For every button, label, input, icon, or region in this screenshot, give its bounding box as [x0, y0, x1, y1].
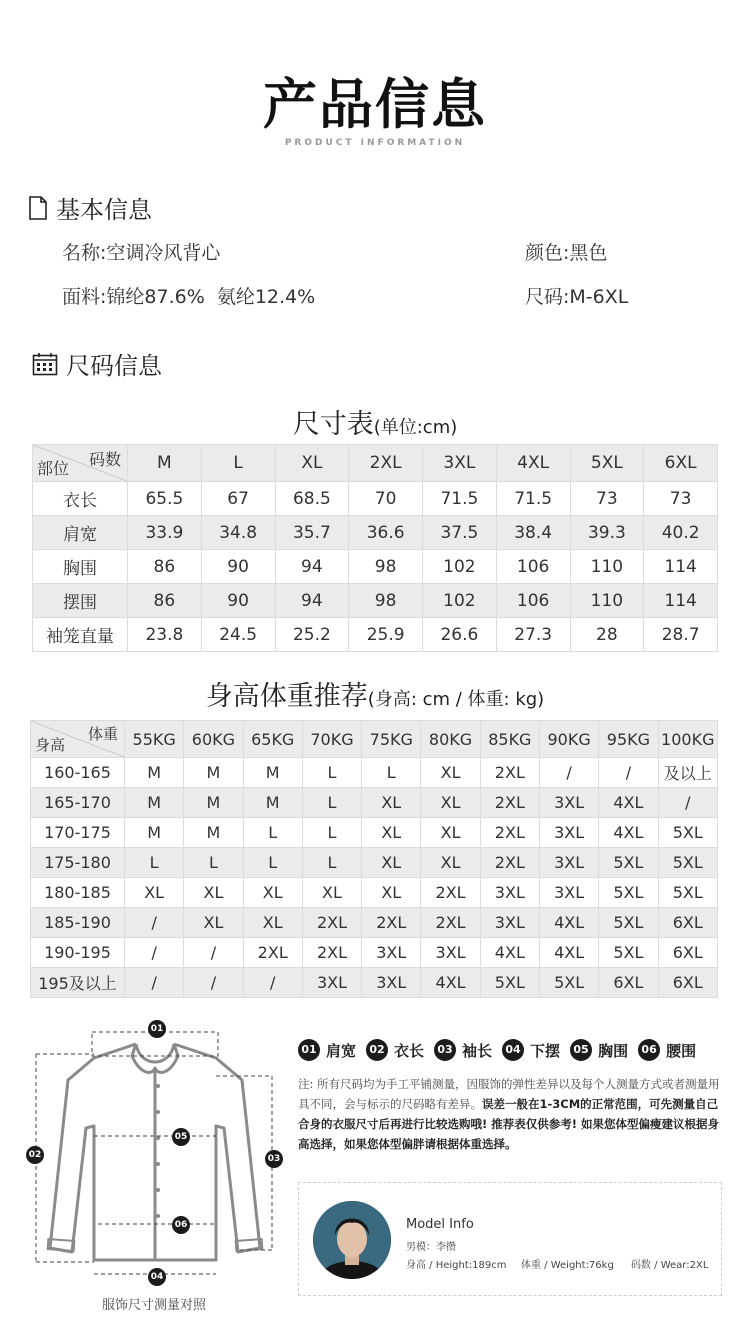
table-cell: XL: [243, 908, 302, 938]
table-cell: XL: [125, 878, 184, 908]
product-name: 名称:空调冷风背心: [62, 242, 221, 264]
table-cell: 2XL: [480, 818, 539, 848]
calendar-icon: [32, 352, 58, 382]
table-cell: 25.9: [349, 618, 423, 652]
product-color: 颜色:黑色: [525, 242, 608, 264]
legend-item: [366, 1039, 424, 1061]
table-cell: 110: [570, 550, 644, 584]
table-cell: 2XL: [480, 788, 539, 818]
legend-label: 下摆: [530, 1041, 561, 1060]
rec-table-title-text: 身高体重推荐: [205, 681, 368, 712]
model-portrait-icon: [313, 1201, 391, 1279]
product-size: 尺码:M-6XL: [525, 286, 629, 308]
table-cell: 24.5: [201, 618, 275, 652]
table-cell: 86: [128, 584, 202, 618]
marker-waist: 06: [172, 1216, 190, 1234]
table-cell: L: [302, 818, 361, 848]
table-cell: 5XL: [658, 848, 717, 878]
size-table-title: [0, 402, 750, 441]
model-info-heading: Model Info: [406, 1217, 474, 1232]
size-table-corner: [33, 445, 128, 482]
table-cell: 3XL: [539, 878, 598, 908]
legend-number-badge: 06: [638, 1039, 660, 1061]
table-cell: 2XL: [480, 848, 539, 878]
size-table-title-text: 尺寸表: [292, 409, 374, 440]
legend-item: [570, 1039, 628, 1061]
table-cell: 5XL: [599, 848, 658, 878]
basic-info-heading-text: 基本信息: [56, 196, 152, 224]
table-cell: /: [125, 938, 184, 968]
table-cell: 28: [570, 618, 644, 652]
page-subtitle: PRODUCT INFORMATION: [284, 138, 466, 148]
table-cell: XL: [302, 878, 361, 908]
legend-label: 胸围: [598, 1041, 629, 1060]
table-cell: 40.2: [644, 516, 718, 550]
table-cell: M: [125, 788, 184, 818]
table-cell: XL: [362, 818, 421, 848]
table-cell: 5XL: [658, 818, 717, 848]
row-label: 袖笼直量: [33, 618, 128, 652]
table-row: [31, 908, 718, 938]
table-cell: 3XL: [539, 788, 598, 818]
rec-table-corner: [31, 721, 125, 758]
column-header: XL: [275, 445, 349, 482]
column-header: 60KG: [184, 721, 243, 758]
document-icon: [28, 196, 48, 226]
basic-info-heading: [28, 190, 152, 226]
table-row: [33, 584, 718, 618]
table-cell: XL: [243, 878, 302, 908]
table-cell: M: [184, 818, 243, 848]
table-cell: /: [125, 908, 184, 938]
legend-label: 腰围: [666, 1041, 697, 1060]
diagram-caption: 服饰尺寸测量对照: [101, 1298, 206, 1313]
legend-item: [638, 1039, 696, 1061]
table-cell: 28.7: [644, 618, 718, 652]
table-cell: 110: [570, 584, 644, 618]
table-row: [33, 618, 718, 652]
table-cell: 70: [349, 482, 423, 516]
table-cell: 73: [570, 482, 644, 516]
row-label: 185-190: [31, 908, 125, 938]
table-cell: 23.8: [128, 618, 202, 652]
legend-item: [502, 1039, 560, 1061]
legend-label: 肩宽: [326, 1041, 357, 1060]
rec-table-title: [0, 674, 750, 713]
column-header: 95KG: [599, 721, 658, 758]
table-cell: XL: [421, 788, 480, 818]
table-cell: 6XL: [658, 908, 717, 938]
table-cell: M: [243, 788, 302, 818]
table-cell: 3XL: [362, 938, 421, 968]
table-cell: 2XL: [302, 908, 361, 938]
column-header: 75KG: [362, 721, 421, 758]
table-row: [31, 818, 718, 848]
table-cell: 94: [275, 550, 349, 584]
model-height: 身高 / Height:189cm: [406, 1260, 507, 1271]
size-table-unit: (单位:cm): [373, 417, 458, 438]
legend-number-badge: 01: [298, 1039, 320, 1061]
table-row: [31, 938, 718, 968]
table-cell: M: [243, 758, 302, 788]
table-cell: 67: [201, 482, 275, 516]
legend-item: [434, 1039, 492, 1061]
row-label: 170-175: [31, 818, 125, 848]
table-cell: 37.5: [423, 516, 497, 550]
table-cell: 4XL: [599, 818, 658, 848]
table-cell: 39.3: [570, 516, 644, 550]
table-cell: 106: [496, 584, 570, 618]
rec-table-corner-bottom: 身高: [35, 736, 66, 754]
column-header: M: [128, 445, 202, 482]
table-cell: L: [302, 848, 361, 878]
table-row: [31, 848, 718, 878]
size-table-corner-top: 码数: [88, 450, 121, 469]
table-cell: 71.5: [496, 482, 570, 516]
table-cell: 5XL: [599, 908, 658, 938]
model-weight: 体重 / Weight:76kg: [521, 1260, 614, 1271]
table-cell: 35.7: [275, 516, 349, 550]
column-header: 3XL: [423, 445, 497, 482]
legend-number-badge: 02: [366, 1039, 388, 1061]
table-cell: XL: [362, 848, 421, 878]
legend-number-badge: 03: [434, 1039, 456, 1061]
table-cell: 26.6: [423, 618, 497, 652]
table-cell: XL: [421, 758, 480, 788]
table-row: [33, 516, 718, 550]
table-cell: 90: [201, 550, 275, 584]
marker-hem: 04: [148, 1268, 166, 1286]
table-cell: 3XL: [539, 818, 598, 848]
table-cell: 2XL: [421, 878, 480, 908]
measurement-legend: [298, 1038, 738, 1061]
table-cell: 3XL: [480, 878, 539, 908]
table-cell: 25.2: [275, 618, 349, 652]
table-cell: 71.5: [423, 482, 497, 516]
shirt-outline-icon: [24, 1018, 284, 1288]
row-label: 160-165: [31, 758, 125, 788]
table-cell: 114: [644, 550, 718, 584]
legend-label: 袖长: [462, 1041, 493, 1060]
table-cell: 3XL: [302, 968, 361, 998]
table-cell: 3XL: [480, 908, 539, 938]
row-label: 190-195: [31, 938, 125, 968]
note-text-part2: 误差一般在1-3CM的正常范围，可先测量自己合身的衣服尺寸后再进行比较选购哦! 推荐表仅供参考! 如果您体型偏瘦建议根据身高选择，如果您体型偏胖请根据体重选择。: [298, 1097, 719, 1151]
column-header: 55KG: [125, 721, 184, 758]
column-header: 70KG: [302, 721, 361, 758]
table-cell: 4XL: [539, 938, 598, 968]
note-text-part1: 注: 所有尺码均为手工平铺测量，因服饰的弹性差异以及每个人测量方式或者测量用具不同，会与标示的尺码略有差异。: [298, 1077, 720, 1111]
table-cell: 114: [644, 584, 718, 618]
table-cell: XL: [421, 848, 480, 878]
table-cell: /: [599, 758, 658, 788]
table-cell: M: [184, 788, 243, 818]
table-cell: L: [243, 818, 302, 848]
table-cell: 106: [496, 550, 570, 584]
table-cell: XL: [362, 878, 421, 908]
table-cell: 86: [128, 550, 202, 584]
table-cell: 2XL: [362, 908, 421, 938]
table-cell: 98: [349, 550, 423, 584]
table-cell: XL: [362, 788, 421, 818]
table-cell: 4XL: [480, 938, 539, 968]
page-title: 产品信息: [263, 73, 487, 136]
table-cell: /: [539, 758, 598, 788]
table-cell: 3XL: [539, 848, 598, 878]
table-cell: 102: [423, 550, 497, 584]
table-row: [31, 968, 718, 998]
table-cell: L: [184, 848, 243, 878]
table-cell: 5XL: [658, 878, 717, 908]
column-header: 80KG: [421, 721, 480, 758]
marker-length: 02: [26, 1146, 44, 1164]
table-row: [31, 878, 718, 908]
table-cell: 4XL: [599, 788, 658, 818]
table-cell: 102: [423, 584, 497, 618]
marker-shoulder: 01: [148, 1020, 166, 1038]
model-avatar: [313, 1201, 391, 1279]
table-cell: 36.6: [349, 516, 423, 550]
table-cell: 98: [349, 584, 423, 618]
table-cell: /: [184, 938, 243, 968]
garment-diagram: [24, 1018, 284, 1288]
rec-table: [30, 720, 718, 998]
table-cell: 65.5: [128, 482, 202, 516]
column-header: 6XL: [644, 445, 718, 482]
row-label: 胸围: [33, 550, 128, 584]
column-header: 5XL: [570, 445, 644, 482]
column-header: 85KG: [480, 721, 539, 758]
table-cell: 5XL: [599, 878, 658, 908]
table-cell: 4XL: [539, 908, 598, 938]
table-cell: 3XL: [421, 938, 480, 968]
table-cell: 73: [644, 482, 718, 516]
table-cell: /: [243, 968, 302, 998]
table-cell: L: [302, 788, 361, 818]
table-cell: L: [125, 848, 184, 878]
table-cell: 2XL: [243, 938, 302, 968]
column-header: 65KG: [243, 721, 302, 758]
table-row: [33, 550, 718, 584]
row-label: 衣长: [33, 482, 128, 516]
marker-chest: 05: [172, 1128, 190, 1146]
model-name: 男模：李攒: [406, 1242, 456, 1253]
table-cell: XL: [421, 818, 480, 848]
table-cell: XL: [184, 908, 243, 938]
size-table-corner-bottom: 部位: [37, 459, 70, 478]
table-cell: 34.8: [201, 516, 275, 550]
table-cell: L: [302, 758, 361, 788]
table-cell: 2XL: [421, 908, 480, 938]
measurement-note: [298, 1074, 722, 1154]
rec-table-header-row: [31, 721, 718, 758]
table-cell: /: [125, 968, 184, 998]
size-table: [32, 444, 718, 652]
column-header: L: [201, 445, 275, 482]
table-cell: 2XL: [302, 938, 361, 968]
table-cell: M: [125, 818, 184, 848]
table-cell: 90: [201, 584, 275, 618]
size-info-heading-text: 尺码信息: [66, 352, 162, 380]
row-label: 180-185: [31, 878, 125, 908]
table-cell: L: [362, 758, 421, 788]
rec-table-corner-top: 体重: [87, 725, 118, 743]
table-cell: 33.9: [128, 516, 202, 550]
table-cell: /: [184, 968, 243, 998]
table-row: [31, 758, 718, 788]
column-header: 100KG: [658, 721, 717, 758]
table-cell: 5XL: [539, 968, 598, 998]
table-cell: /: [658, 788, 717, 818]
table-cell: 27.3: [496, 618, 570, 652]
legend-number-badge: 05: [570, 1039, 592, 1061]
table-cell: 4XL: [421, 968, 480, 998]
table-cell: 及以上: [658, 758, 717, 788]
table-cell: 38.4: [496, 516, 570, 550]
size-info-heading: [32, 346, 162, 382]
rec-table-unit: (身高: cm / 体重: kg): [367, 689, 545, 710]
row-label: 摆围: [33, 584, 128, 618]
table-row: [33, 482, 718, 516]
table-cell: 6XL: [599, 968, 658, 998]
table-cell: M: [125, 758, 184, 788]
row-label: 165-170: [31, 788, 125, 818]
table-cell: XL: [184, 878, 243, 908]
table-cell: 5XL: [599, 938, 658, 968]
row-label: 肩宽: [33, 516, 128, 550]
table-cell: 94: [275, 584, 349, 618]
marker-sleeve: 03: [265, 1150, 283, 1168]
table-cell: 6XL: [658, 968, 717, 998]
table-cell: 68.5: [275, 482, 349, 516]
model-info-card: [298, 1182, 722, 1296]
column-header: 4XL: [496, 445, 570, 482]
column-header: 90KG: [539, 721, 598, 758]
table-cell: 5XL: [480, 968, 539, 998]
table-cell: 6XL: [658, 938, 717, 968]
model-size: 码数 / Wear:2XL: [631, 1260, 709, 1271]
table-row: [31, 788, 718, 818]
table-cell: 2XL: [480, 758, 539, 788]
legend-number-badge: 04: [502, 1039, 524, 1061]
table-cell: 3XL: [362, 968, 421, 998]
legend-item: [298, 1039, 356, 1061]
row-label: 175-180: [31, 848, 125, 878]
size-table-header-row: [33, 445, 718, 482]
product-fabric: 面料:锦纶87.6% 氨纶12.4%: [62, 286, 316, 308]
table-cell: M: [184, 758, 243, 788]
row-label: 195及以上: [31, 968, 125, 998]
column-header: 2XL: [349, 445, 423, 482]
legend-label: 衣长: [394, 1041, 425, 1060]
table-cell: L: [243, 848, 302, 878]
